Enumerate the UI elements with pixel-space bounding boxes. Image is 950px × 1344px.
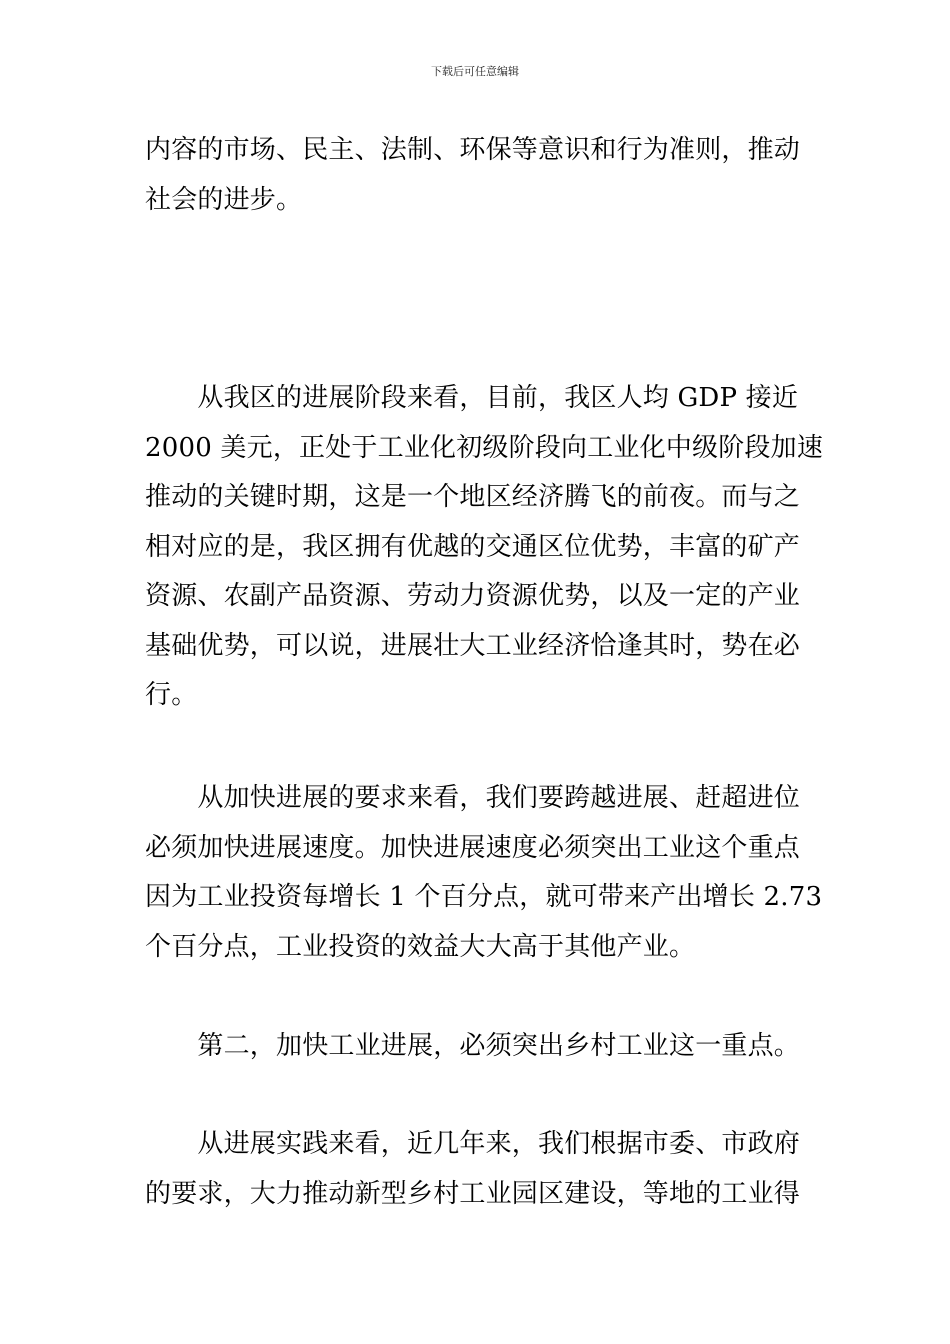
paragraph-line: 从进展实践来看，近几年来，我们根据市委、市政府 [145, 1129, 801, 1159]
paragraph-line: 从加快进展的要求来看，我们要跨越进展、赶超进位 [145, 783, 801, 813]
page-header: 下载后可任意编辑 [431, 65, 519, 78]
paragraph-line: 2000 美元，正处于工业化初级阶段向工业化中级阶段加速 [145, 432, 824, 463]
paragraph-line: 第二，加快工业进展，必须突出乡村工业这一重点。 [145, 1031, 801, 1061]
paragraph-2 [145, 374, 824, 721]
paragraph-line: 因为工业投资每增长 1 个百分点，就可带来产出增长 2.73 [145, 882, 823, 912]
paragraph-line: 个百分点，工业投资的效益大大高于其他产业。 [145, 931, 696, 962]
paragraph-line: 推动的关键时期，这是一个地区经济腾飞的前夜。而与之 [145, 482, 801, 512]
paragraph-5 [145, 1120, 807, 1219]
paragraph-line: 社会的进步。 [145, 184, 303, 215]
paragraph-line: 行。 [145, 680, 198, 710]
paragraph-1 [145, 126, 807, 225]
paragraph-4 [145, 1022, 807, 1072]
paragraph-3 [145, 774, 823, 972]
paragraph-line: 基础优势，可以说，进展壮大工业经济恰逢其时，势在必 [145, 630, 801, 661]
paragraph-line: 内容的市场、民主、法制、环保等意识和行为准则，推动 [145, 135, 801, 165]
paragraph-line: 资源、农副产品资源、劳动力资源优势，以及一定的产业 [145, 581, 801, 611]
paragraph-line: 的要求，大力推动新型乡村工业园区建设，等地的工业得 [145, 1178, 801, 1209]
paragraph-line: 必须加快进展速度。加快进展速度必须突出工业这个重点 [145, 832, 801, 863]
paragraph-line: 从我区的进展阶段来看，目前，我区人均 GDP 接近 [145, 383, 799, 413]
paragraph-line: 相对应的是，我区拥有优越的交通区位优势，丰富的矿产 [145, 531, 801, 562]
